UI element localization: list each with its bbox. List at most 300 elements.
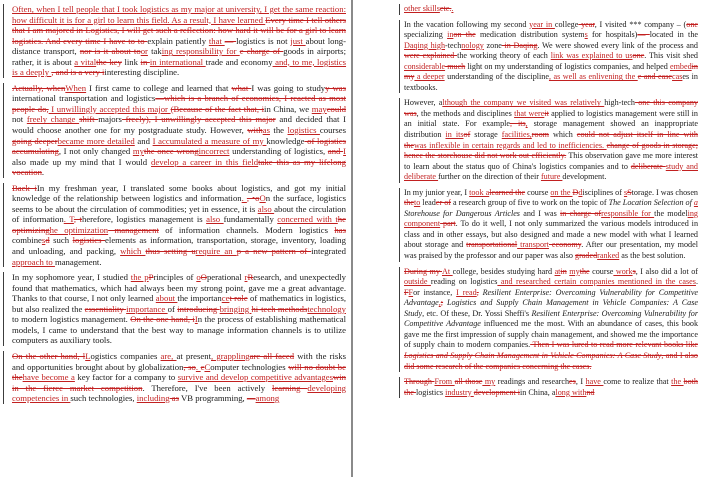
inserted-text: my bbox=[132, 146, 144, 157]
text-run: . After our presentation, my model was praised by the professor and our paper was also bbox=[404, 240, 698, 261]
text-run: further on the direction of their bbox=[438, 172, 541, 182]
deleted-text: —which is a branch of economics, I reacted as most people do, bbox=[12, 93, 346, 114]
text-run: link bbox=[121, 56, 141, 67]
deleted-text: in charge of bbox=[560, 208, 602, 218]
text-run: course bbox=[525, 187, 551, 197]
deleted-text: in Daqing bbox=[501, 40, 538, 50]
text-run: in China, we bbox=[264, 103, 312, 114]
inserted-text: considerable bbox=[404, 61, 446, 71]
text-run: explain patiently bbox=[147, 35, 209, 46]
deleted-text: transportational bbox=[466, 240, 518, 250]
text-run: combine bbox=[12, 235, 42, 246]
deleted-text: Actually, when bbox=[12, 82, 66, 93]
inserted-text: s bbox=[623, 187, 628, 197]
text-run: specializing bbox=[404, 30, 448, 40]
inserted-text: developing competencies in bbox=[12, 382, 347, 404]
deleted-text: nor is it about to bbox=[79, 46, 141, 57]
text-run: This observation gave me more interest to learn about the status quo of China's logistics companies and to bbox=[404, 151, 698, 171]
deleted-text: On the other hand, l bbox=[12, 350, 86, 361]
deleted-text: management bbox=[108, 224, 159, 235]
inserted-text: in bbox=[447, 30, 454, 40]
text-run: In my junior year, I bbox=[404, 187, 470, 197]
text-run: come to realize that bbox=[603, 377, 672, 387]
text-run: such technologies, bbox=[70, 393, 137, 404]
deleted-text: S bbox=[627, 187, 632, 197]
deleted-text: shift bbox=[79, 114, 99, 125]
deleted-text: es bbox=[569, 377, 576, 387]
deleted-text: P bbox=[148, 272, 154, 283]
inserted-text: in international bbox=[149, 56, 206, 67]
deleted-text: , •o bbox=[246, 193, 260, 204]
text-run: perational bbox=[206, 272, 245, 283]
text-run: and I was bbox=[519, 208, 561, 218]
inserted-text: , as well as enlivening the bbox=[548, 72, 638, 82]
deleted-text: , so bbox=[183, 361, 196, 372]
inserted-text: Daqing high bbox=[404, 40, 446, 50]
inserted-text: , bbox=[438, 298, 441, 308]
paragraph bbox=[399, 98, 698, 182]
deleted-text: etc. bbox=[439, 4, 452, 13]
inserted-text: future bbox=[540, 172, 563, 182]
text-run: I first came to college and learned that bbox=[86, 82, 232, 93]
inserted-text: also bbox=[257, 203, 275, 214]
deleted-text: year bbox=[578, 19, 595, 29]
inserted-text: took a bbox=[469, 187, 490, 197]
text-run: courses bbox=[319, 125, 346, 136]
inserted-text: logistics bbox=[287, 125, 320, 136]
deleted-text: logistics bbox=[72, 235, 106, 246]
document-page-1 bbox=[12, 4, 346, 409]
inserted-text: to bbox=[413, 198, 421, 208]
text-run: n the process of establishing mathematical models, I came to understand that the best way to manage information channels is to utilize computers as auxiliary tools. bbox=[12, 314, 347, 346]
inserted-text: that bbox=[208, 35, 225, 46]
text-run: influenced me the most. With an abundance of cases, this book gave me the first impression of supply chain management, and showed me the importance of supply chain to modern companies. bbox=[404, 319, 699, 350]
inserted-text: importance bbox=[126, 303, 168, 314]
text-run: majors bbox=[98, 114, 122, 125]
deleted-text: hi-tech methods bbox=[251, 303, 308, 314]
text-run: logistics bbox=[415, 387, 446, 397]
deleted-text: win in the fierce market competition bbox=[12, 372, 346, 393]
text-run: , I visited *** company – ( bbox=[594, 19, 687, 29]
text-run: tak bbox=[147, 46, 162, 57]
inserted-text: became more detailed bbox=[57, 135, 135, 146]
deleted-text: development i bbox=[473, 387, 521, 397]
inserted-text: s bbox=[584, 30, 588, 40]
text-run: ogistics companies bbox=[90, 350, 161, 361]
deleted-text: are all faced bbox=[249, 350, 295, 361]
deleted-text: both the bbox=[404, 377, 698, 397]
text-run: I was going to study bbox=[251, 82, 326, 93]
inserted-text: among bbox=[255, 393, 280, 404]
inserted-text: . T bbox=[63, 214, 74, 225]
inserted-text: o bbox=[196, 272, 201, 283]
deleted-text: could not adjust itself in line with the bbox=[404, 130, 698, 150]
text-run: not bbox=[12, 114, 27, 125]
deleted-text: thus setting u bbox=[145, 246, 196, 257]
deleted-text: e charge of bbox=[239, 46, 284, 57]
text-run: However, a bbox=[404, 98, 443, 108]
text-run: , the methods and disciplines bbox=[416, 108, 515, 118]
inserted-text: lthough the company we visited was relatively bbox=[442, 98, 605, 108]
deleted-text: y was bbox=[325, 82, 347, 93]
deleted-text: graded bbox=[575, 251, 598, 261]
text-run: logistics is not bbox=[236, 35, 291, 46]
inserted-text: I bbox=[343, 146, 346, 157]
inserted-text: may bbox=[311, 103, 327, 114]
inserted-text: about bbox=[155, 293, 178, 304]
text-run: development. bbox=[562, 172, 607, 182]
deleted-text: much bbox=[445, 61, 466, 71]
inserted-text: ce bbox=[221, 293, 230, 304]
deleted-text: , bbox=[476, 287, 479, 297]
paragraph bbox=[399, 267, 698, 372]
inserted-text: link was explained to us bbox=[550, 51, 633, 61]
paragraph bbox=[399, 4, 698, 15]
inserted-text: which bbox=[120, 246, 146, 257]
text-run: rinciples of bbox=[153, 272, 197, 283]
text-run: in China, a bbox=[520, 387, 556, 397]
deleted-text: freely), I unwillingly accepted this major bbox=[121, 114, 276, 125]
inserted-text: I unwillingly accepted this major bbox=[48, 103, 171, 114]
inserted-text: just bbox=[290, 35, 306, 46]
inserted-text: At bbox=[442, 266, 453, 276]
deleted-text: were explained bbox=[404, 51, 458, 61]
inserted-text: Often, when I tell people that I took logistics as my major at university, I get the same reaction: how difficult it is for a girl to learn this field. As a result, I have learned bbox=[12, 4, 346, 25]
paragraph bbox=[3, 4, 346, 78]
text-run: such bbox=[49, 235, 73, 246]
deleted-text: essentiality bbox=[84, 303, 127, 314]
deleted-text: — bbox=[246, 393, 256, 404]
deleted-text: ; bbox=[440, 298, 444, 308]
paragraph bbox=[3, 183, 346, 267]
inserted-text: develop a career in this field bbox=[151, 156, 259, 167]
text-run: readings and research bbox=[495, 377, 570, 387]
paragraph bbox=[3, 83, 346, 178]
inserted-text: technology bbox=[307, 303, 346, 314]
inserted-text: cas bbox=[672, 72, 683, 82]
text-run: isciplines of bbox=[582, 187, 624, 197]
deleted-text: learning bbox=[272, 382, 308, 393]
text-run: goods in airports; rather, it is about bbox=[12, 46, 346, 67]
text-run: with the risks and opportunities brought about by globalization bbox=[12, 350, 347, 372]
deleted-text: On the one hand, i bbox=[130, 314, 195, 325]
deleted-text: has bbox=[334, 224, 346, 235]
deleted-text: will no doubt be the bbox=[12, 361, 346, 383]
inserted-text: C bbox=[204, 361, 211, 372]
deleted-text: what bbox=[231, 82, 252, 93]
deleted-text: R bbox=[247, 272, 254, 283]
inserted-text: s bbox=[41, 235, 46, 246]
text-run: of mathematics in logistics, but also realized the bbox=[12, 293, 347, 314]
deleted-text: s bbox=[632, 266, 636, 276]
inserted-text: transport bbox=[517, 240, 549, 250]
inserted-text: O bbox=[259, 193, 266, 204]
deleted-text: nd bbox=[586, 387, 595, 397]
inserted-text: a deeper bbox=[414, 72, 445, 82]
italic-text: Resilient Enterprise: Overcoming Vulnerability for Competitive Advantage bbox=[404, 308, 698, 329]
text-run: n the surface, logistics seems to be about the circulation of commodities; yet in essence, it is bbox=[12, 193, 346, 214]
deleted-text: t role bbox=[229, 293, 248, 304]
text-run: In the vacation following my second bbox=[404, 19, 530, 29]
text-run: about the circulation of information bbox=[12, 203, 346, 225]
text-run: VB programming, bbox=[179, 393, 247, 404]
inserted-text: a vital bbox=[74, 56, 97, 67]
inserted-text: nology bbox=[461, 40, 484, 50]
inserted-text: work bbox=[613, 266, 633, 276]
inserted-text: my bbox=[569, 266, 580, 276]
text-run: zone bbox=[483, 40, 502, 50]
text-run: or instance, bbox=[413, 287, 457, 297]
text-run: elements as information, transportation, storage, inventory, loading and unloading, and packing, bbox=[12, 235, 346, 257]
text-run: lead bbox=[420, 198, 436, 208]
text-run: light on my understanding of logistics companies, and helped bbox=[465, 61, 670, 71]
deleted-text: , t bbox=[73, 214, 82, 225]
inserted-text: in its bbox=[445, 130, 464, 140]
text-run: torage. I was chosen bbox=[631, 187, 698, 197]
inserted-text: From bbox=[434, 377, 455, 387]
inserted-text: was inflexible in certain regards and led to inefficiencies. bbox=[413, 140, 607, 150]
text-run: reading on logistics bbox=[430, 277, 498, 287]
deleted-text: — bbox=[637, 30, 650, 40]
text-run: of information channels. Modern logistics bbox=[158, 224, 335, 235]
text-run: understanding of the discipline bbox=[444, 72, 549, 82]
text-run: located in the bbox=[649, 30, 698, 40]
deleted-text: on the bbox=[453, 30, 476, 40]
text-run: , I also did a lot of bbox=[635, 266, 699, 276]
text-run: , etc. Of these, Dr. Yossi Sheffi's bbox=[422, 308, 532, 318]
deleted-text: p a new pattern of bbox=[236, 246, 312, 257]
text-run: , I not only changed bbox=[58, 146, 133, 157]
inserted-text: d bbox=[578, 187, 583, 197]
text-run: esearch, and unexpectedly found that mathematics, which had always been my strong point, gave me a great advantage. Thanks to that course, I not only learned bbox=[12, 272, 346, 304]
inserted-text: long with bbox=[555, 387, 587, 397]
italic-text: Logistics and Supply Chain Management in Vehicle Companies: A Case Study bbox=[404, 298, 698, 318]
paragraph bbox=[399, 377, 698, 398]
text-run: as the best solution. bbox=[619, 251, 686, 261]
italic-text: The Location Selection of bbox=[608, 198, 694, 208]
inserted-text: on the bbox=[550, 187, 573, 197]
inserted-text: responsible for bbox=[601, 208, 655, 218]
deleted-text: er of bbox=[435, 198, 451, 208]
text-run: course bbox=[589, 266, 614, 276]
deleted-text: part bbox=[440, 219, 456, 229]
inserted-text: and, to me, logistics is a deeply bbox=[12, 56, 347, 78]
text-run: a research group of five to work on the topic of bbox=[450, 198, 609, 208]
inserted-text: I read bbox=[456, 287, 477, 297]
inserted-text: r bbox=[244, 272, 248, 283]
inserted-text: the bbox=[671, 377, 684, 387]
deleted-text: one bbox=[686, 19, 698, 29]
deleted-text: Every time I tell others that I am majored in Logistics, I will get such a reflection: how hard it will be for a girl to learn logistics. And every time I have to to bbox=[12, 14, 346, 46]
inserted-text: , grappling bbox=[211, 350, 250, 361]
text-run: interesting discipline. bbox=[104, 67, 180, 78]
text-run: the model bbox=[654, 208, 688, 218]
deleted-text: deliberate bbox=[630, 161, 666, 171]
text-run: . We were showed every link of the process and bbox=[537, 40, 698, 50]
italic-text: Storehouse for Dangerous Articles bbox=[404, 208, 520, 218]
inserted-text: facilities, bbox=[501, 130, 532, 140]
inserted-text: or bbox=[140, 46, 148, 57]
inserted-text: bringing bbox=[219, 303, 252, 314]
deleted-text: one bbox=[632, 51, 645, 61]
inserted-text: freely change bbox=[26, 114, 80, 125]
inserted-text: also bbox=[206, 214, 224, 225]
text-run: also made up my mind that I would bbox=[12, 156, 152, 167]
text-run: In my freshman year, I translated some books about logistics, and got my initial knowledge of the relationship between logistics and information bbox=[12, 182, 347, 204]
inserted-text: my bbox=[482, 377, 496, 387]
text-run: of bbox=[167, 303, 178, 314]
inserted-text: ing component bbox=[404, 208, 698, 229]
text-run: . This visit shed bbox=[644, 51, 698, 61]
inserted-text: approach to bbox=[12, 256, 55, 267]
inserted-text: other skills bbox=[404, 4, 440, 13]
deleted-text: introducing bbox=[177, 303, 220, 314]
page-divider bbox=[351, 0, 353, 477]
text-run: management. bbox=[54, 256, 102, 267]
deleted-text: , and I also did some research of the companies concerning the cases. bbox=[404, 350, 698, 371]
deleted-text: e and ease bbox=[637, 72, 673, 82]
deleted-text: D bbox=[572, 187, 579, 197]
inserted-text: . bbox=[241, 193, 247, 204]
paragraph bbox=[399, 20, 698, 94]
deleted-text: economy bbox=[548, 240, 582, 250]
deleted-text: with bbox=[247, 125, 263, 136]
deleted-text: of logistics accumulating bbox=[12, 135, 347, 157]
inserted-text: study and deliberate bbox=[404, 161, 698, 182]
inserted-text: outside bbox=[404, 277, 431, 287]
deleted-text: could bbox=[326, 103, 347, 114]
inserted-italic-text: a bbox=[693, 198, 698, 208]
inserted-text: he optimization bbox=[49, 224, 109, 235]
inserted-text: . bbox=[451, 4, 454, 13]
deleted-text: take this as my lifelong vocation bbox=[12, 156, 346, 178]
text-run: high-tech bbox=[604, 98, 635, 108]
text-run: knowledge bbox=[266, 135, 305, 146]
text-run: and bbox=[134, 135, 153, 146]
deleted-text: as bbox=[169, 393, 179, 404]
deleted-text: learned the bbox=[489, 187, 526, 197]
text-run: at present bbox=[176, 350, 212, 361]
inserted-text: , bbox=[525, 119, 528, 129]
text-run: storage bbox=[470, 130, 502, 140]
deleted-text: the bbox=[404, 198, 414, 208]
text-run: which bbox=[548, 130, 577, 140]
deleted-text: , and is a very i bbox=[51, 67, 105, 78]
inserted-text: as bbox=[262, 125, 270, 136]
deleted-text: F bbox=[404, 287, 409, 297]
deleted-text: change of goods in storage; hence the storehouse did not work out efficiently. bbox=[404, 140, 698, 161]
deleted-text: During my bbox=[404, 266, 442, 276]
deleted-text: in bbox=[560, 266, 567, 276]
inserted-text: F bbox=[408, 287, 414, 297]
text-run: to modern logistics management. bbox=[12, 314, 131, 325]
deleted-text: in my bbox=[404, 61, 698, 82]
document-page-2 bbox=[404, 4, 698, 403]
text-run: omputer technologies bbox=[210, 361, 289, 372]
text-run: fundamentally bbox=[223, 214, 278, 225]
text-run: international transportation and logistics bbox=[12, 93, 156, 104]
inserted-text: I accumulated a measure of my bbox=[152, 135, 267, 146]
inserted-text: have bbox=[585, 377, 604, 387]
text-run: , I bbox=[575, 377, 586, 387]
deleted-text: all those bbox=[454, 377, 483, 387]
text-run: herefore, logistics management is bbox=[81, 214, 207, 225]
text-run: the working theory of each bbox=[457, 51, 551, 61]
deleted-text: it bbox=[544, 108, 549, 118]
text-run: . bbox=[41, 167, 45, 178]
text-run: college bbox=[554, 19, 579, 29]
deleted-text: in bbox=[140, 56, 150, 67]
deleted-text: — bbox=[224, 35, 237, 46]
inserted-text: are, bbox=[160, 350, 177, 361]
text-run: In my sophomore year, I studied bbox=[12, 272, 131, 283]
deleted-text: of bbox=[463, 130, 471, 140]
text-run: . bbox=[695, 277, 698, 287]
inserted-text: concerned with t bbox=[277, 214, 338, 225]
text-run: about long-distance transport, bbox=[12, 35, 347, 57]
text-run: es in textbooks. bbox=[404, 72, 698, 92]
deleted-text: d bbox=[45, 235, 50, 246]
inserted-text: year in bbox=[529, 19, 555, 29]
deleted-text: the bbox=[579, 266, 590, 276]
inserted-text: ing responsibility for bbox=[161, 46, 240, 57]
inserted-text: and researched certain companies mentioned in the cases bbox=[497, 277, 696, 287]
deleted-text: (Because of the fact that, i bbox=[170, 103, 265, 114]
inserted-text: at bbox=[554, 266, 561, 276]
inserted-text: embed bbox=[669, 61, 692, 71]
deleted-text: Back i bbox=[12, 182, 37, 193]
inserted-text: L bbox=[85, 350, 91, 361]
deleted-text: the key bbox=[96, 56, 122, 67]
paragraph bbox=[3, 272, 346, 346]
deleted-text: one this company was bbox=[404, 98, 698, 118]
inserted-text: the p bbox=[130, 272, 149, 283]
text-run: integrated bbox=[311, 246, 346, 257]
deleted-text: , its bbox=[510, 119, 526, 129]
inserted-text: I bbox=[194, 314, 198, 325]
inserted-text: . bbox=[195, 361, 201, 372]
deleted-italic-text: Logistics and Supply Chain Management in Vehicle Companies: A Case Study bbox=[404, 350, 662, 360]
deleted-text: Through bbox=[404, 377, 435, 387]
inserted-text: When bbox=[65, 82, 87, 93]
text-run: . To do it well, I not only summarized the various models introduced in class and in other essays, but also designed and made a new model with what I learned about storage and bbox=[404, 219, 699, 250]
deleted-text: he optimizing bbox=[12, 214, 346, 235]
text-run: key factor for a company to bbox=[74, 372, 178, 383]
text-run: and decided that I would choose another one for my postgraduate study. However, bbox=[12, 114, 346, 136]
text-run: the bbox=[269, 125, 288, 136]
paragraph bbox=[399, 188, 698, 262]
text-run: trade and economy bbox=[205, 56, 273, 67]
text-run: medication distribution system bbox=[475, 30, 585, 40]
inserted-text: industry bbox=[445, 387, 474, 397]
deleted-text: and bbox=[327, 146, 344, 157]
text-run: . Therefore, I've been actively bbox=[142, 382, 273, 393]
text-run: understanding of logistics, bbox=[229, 146, 328, 157]
paragraph bbox=[3, 351, 346, 404]
deleted-text: O bbox=[200, 272, 207, 283]
text-run: for hospitals) bbox=[587, 30, 638, 40]
inserted-text: that were bbox=[514, 108, 545, 118]
inserted-text: survive and develop competitive advantages bbox=[177, 372, 333, 383]
deleted-text: going deeper bbox=[12, 135, 58, 146]
inserted-text: including bbox=[136, 393, 170, 404]
deleted-text: room bbox=[531, 130, 549, 140]
italic-text: Resilient Enterprise: Overcoming Vulnerability for Competitive Advantage bbox=[404, 287, 699, 308]
text-run: college, besides studying hard bbox=[452, 266, 555, 276]
text-run: applied to logistics management were still in an initial state. For example bbox=[404, 108, 698, 129]
text-run: -tech bbox=[445, 40, 462, 50]
inserted-text: incorrect bbox=[198, 146, 230, 157]
